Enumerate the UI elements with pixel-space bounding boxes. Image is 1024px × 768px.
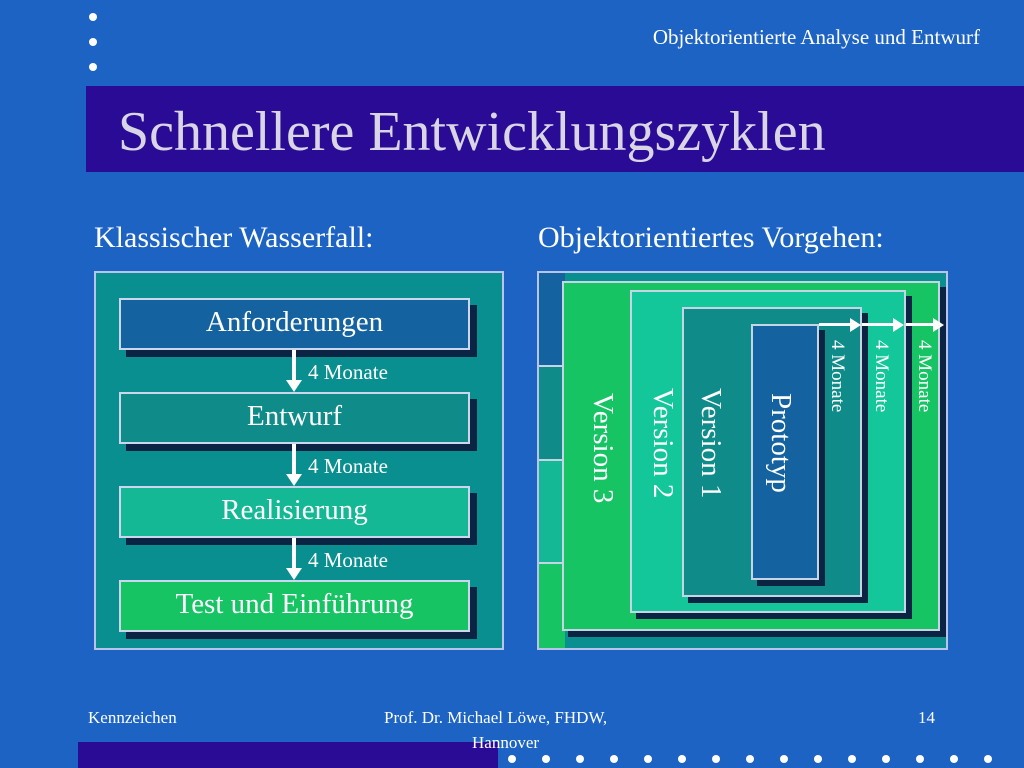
decor-dot [678, 755, 686, 763]
footer-left: Kennzeichen [88, 708, 177, 727]
decor-dot [508, 755, 516, 763]
decor-dot [89, 38, 97, 46]
decor-dot [576, 755, 584, 763]
decor-dot [848, 755, 856, 763]
decor-dot [644, 755, 652, 763]
duration-label: 4 Monate [308, 548, 388, 572]
oo-arrow [906, 323, 934, 326]
decor-dot [814, 755, 822, 763]
waterfall-arrow [292, 538, 296, 568]
version-label: Prototyp [765, 393, 797, 493]
decor-dot [780, 755, 788, 763]
waterfall-arrow [292, 350, 296, 380]
course-header: Objektorientierte Analyse und Entwurf [652, 25, 980, 49]
decor-dot [712, 755, 720, 763]
arrow-head-icon [933, 318, 944, 332]
oo-arrow [819, 323, 851, 326]
footer-author-city: Hannover [472, 733, 540, 752]
footer-band [78, 742, 498, 768]
version-label: Version 1 [695, 388, 727, 499]
stage-requirements: Anforderungen [119, 298, 470, 350]
oo-arrow [862, 323, 894, 326]
arrow-head-icon [286, 474, 302, 486]
arrow-head-icon [286, 568, 302, 580]
footer-author: Prof. Dr. Michael Löwe, FHDW, [384, 708, 608, 727]
waterfall-arrow [292, 444, 296, 474]
decor-dot [610, 755, 618, 763]
arrow-head-icon [893, 318, 904, 332]
arrow-head-icon [286, 380, 302, 392]
duration-label: 4 Monate [827, 340, 848, 413]
decor-dot [950, 755, 958, 763]
duration-label: 4 Monate [308, 454, 388, 478]
decor-dot [984, 755, 992, 763]
decor-dot [542, 755, 550, 763]
decor-dot [89, 13, 97, 21]
stage-test: Test und Einführung [119, 580, 470, 632]
page-number: 14 [918, 708, 935, 727]
decor-dot [882, 755, 890, 763]
duration-label: 4 Monate [914, 340, 935, 413]
version-label: Version 2 [647, 388, 679, 499]
duration-label: 4 Monate [308, 360, 388, 384]
waterfall-heading: Klassischer Wasserfall: [94, 221, 374, 254]
decor-dot [89, 63, 97, 71]
stage-implementation: Realisierung [119, 486, 470, 538]
stage-design: Entwurf [119, 392, 470, 444]
oo-heading: Objektorientiertes Vorgehen: [538, 221, 884, 254]
arrow-head-icon [850, 318, 861, 332]
version-label: Version 3 [587, 393, 619, 504]
decor-dot [746, 755, 754, 763]
duration-label: 4 Monate [871, 340, 892, 413]
slide-title: Schnellere Entwicklungszyklen [118, 101, 826, 163]
decor-dot [916, 755, 924, 763]
